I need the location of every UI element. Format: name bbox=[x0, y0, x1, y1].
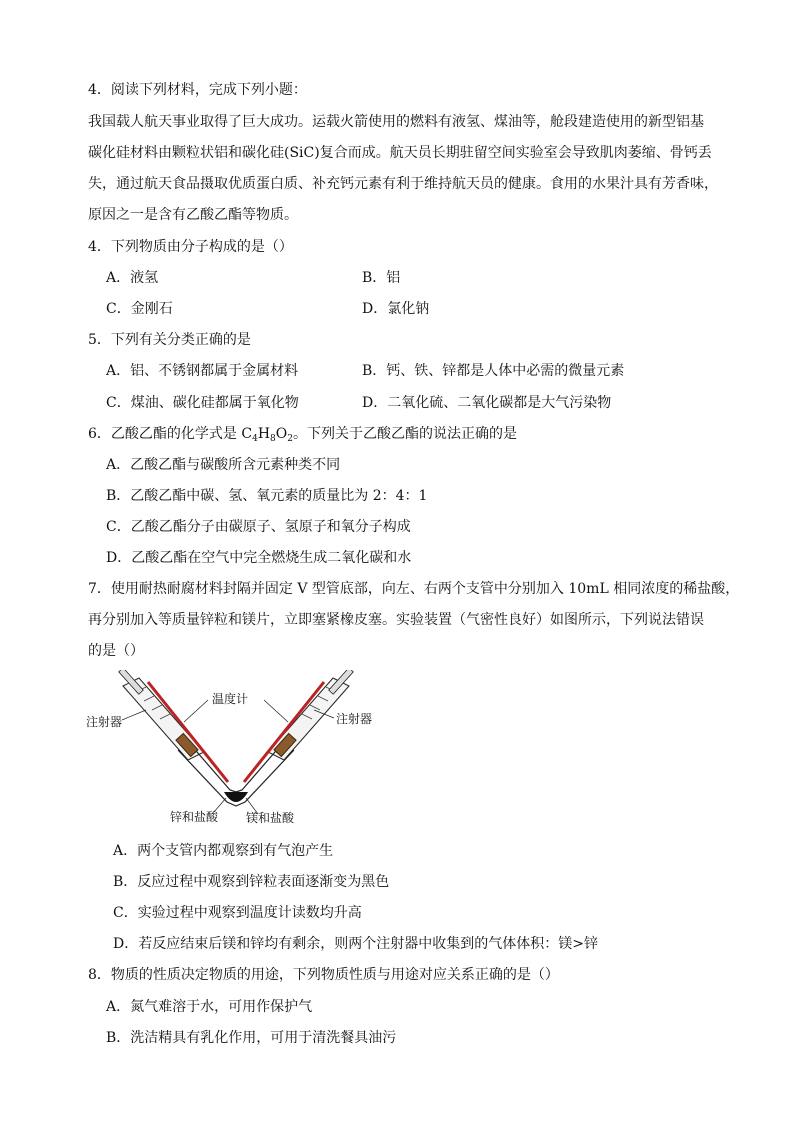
material-line: 我国载人航天事业取得了巨大成功。运载火箭使用的燃料有液氢、煤油等，舱段建造使用的新型铝基 bbox=[88, 114, 704, 130]
question-5-option-d: D．二氧化硫、二氧化碳都是大气污染物 bbox=[362, 395, 612, 411]
question-7-stem: 的是（） bbox=[88, 643, 144, 659]
question-7-option-a: A．两个支管内都观察到有气泡产生 bbox=[113, 843, 334, 859]
material-line: 失，通过航天食品摄取优质蛋白质、补充钙元素有利于维持航天员的健康。食用的水果汁具有芳香味， bbox=[88, 176, 718, 192]
formula-element: O bbox=[275, 426, 288, 442]
question-4-option-b: B．铝 bbox=[362, 270, 401, 286]
question-8-option-a: A．氮气难溶于水，可用作保护气 bbox=[106, 999, 313, 1015]
right-thermometer bbox=[244, 682, 324, 782]
question-6-stem bbox=[88, 424, 517, 449]
label-magnesium-hcl: 镁和盐酸 bbox=[246, 811, 295, 825]
question-6-option-b: B．乙酸乙酯中碳、氢、氧元素的质量比为 2：4：1 bbox=[106, 488, 428, 504]
label-zinc-hcl: 锌和盐酸 bbox=[170, 810, 219, 824]
question-7-stem: 再分别加入等质量锌粒和镁片，立即塞紧橡皮塞。实验装置（气密性良好）如图所示，下列说法错误 bbox=[88, 612, 704, 628]
question-8-option-b: B．洗洁精具有乳化作用，可用于清洗餐具油污 bbox=[106, 1030, 397, 1046]
question-5-stem: 5．下列有关分类正确的是 bbox=[88, 332, 251, 348]
v-tube-apparatus-figure bbox=[86, 670, 386, 830]
question-4-option-d: D．氯化钠 bbox=[362, 301, 430, 317]
question-8-stem: 8．物质的性质决定物质的用途，下列物质性质与用途对应关系正确的是（） bbox=[88, 967, 559, 983]
label-thermometer: 温度计 bbox=[212, 692, 249, 706]
formula-subscript: 8 bbox=[270, 434, 276, 444]
question-5-option-b: B．钙、铁、锌都是人体中必需的微量元素 bbox=[362, 363, 625, 379]
question-6-option-d: D．乙酸乙酯在空气中完全燃烧生成二氧化碳和水 bbox=[106, 550, 412, 566]
question-4-stem: 4．下列物质由分子构成的是（） bbox=[88, 239, 293, 255]
formula-subscript: 4 bbox=[252, 434, 258, 444]
question-7-stem: 7．使用耐热耐腐材料封隔并固定 V 型管底部，向左、右两个支管中分别加入 10mL 相同浓度的稀盐酸， bbox=[88, 581, 740, 597]
question-4-option-a: A．液氢 bbox=[106, 270, 159, 286]
formula-subscript: 2 bbox=[287, 434, 293, 444]
material-heading: 4．阅读下列材料，完成下列小题： bbox=[88, 82, 307, 98]
question-6-stem-prefix: 6．乙酸乙酯的化学式是 C bbox=[88, 426, 253, 442]
label-syringe-left: 注射器 bbox=[86, 715, 123, 729]
material-line: 碳化硅材料由颗粒状铝和碳化硅(SiC)复合而成。航天员长期驻留空间实验室会导致肌肉萎缩、骨钙丢 bbox=[88, 145, 712, 161]
question-6-stem-suffix: 。下列关于乙酸乙酯的说法正确的是 bbox=[292, 426, 517, 442]
question-5-option-a: A．铝、不锈钢都属于金属材料 bbox=[106, 363, 299, 379]
label-syringe-right: 注射器 bbox=[336, 712, 373, 726]
formula-element: H bbox=[257, 426, 271, 442]
question-5-option-c: C．煤油、碳化硅都属于氧化物 bbox=[106, 395, 299, 411]
question-6-option-c: C．乙酸乙酯分子由碳原子、氢原子和氧分子构成 bbox=[106, 519, 411, 535]
material-line: 原因之一是含有乙酸乙酯等物质。 bbox=[88, 207, 298, 223]
question-4-option-c: C．金刚石 bbox=[106, 301, 173, 317]
question-6-option-a: A．乙酸乙酯与碳酸所含元素种类不同 bbox=[106, 457, 341, 473]
question-7-option-c: C．实验过程中观察到温度计读数均升高 bbox=[113, 905, 362, 921]
question-7-option-d: D．若反应结束后镁和锌均有剩余，则两个注射器中收集到的气体体积：镁>锌 bbox=[113, 936, 598, 952]
question-7-option-b: B．反应过程中观察到锌粒表面逐渐变为黑色 bbox=[113, 874, 390, 890]
